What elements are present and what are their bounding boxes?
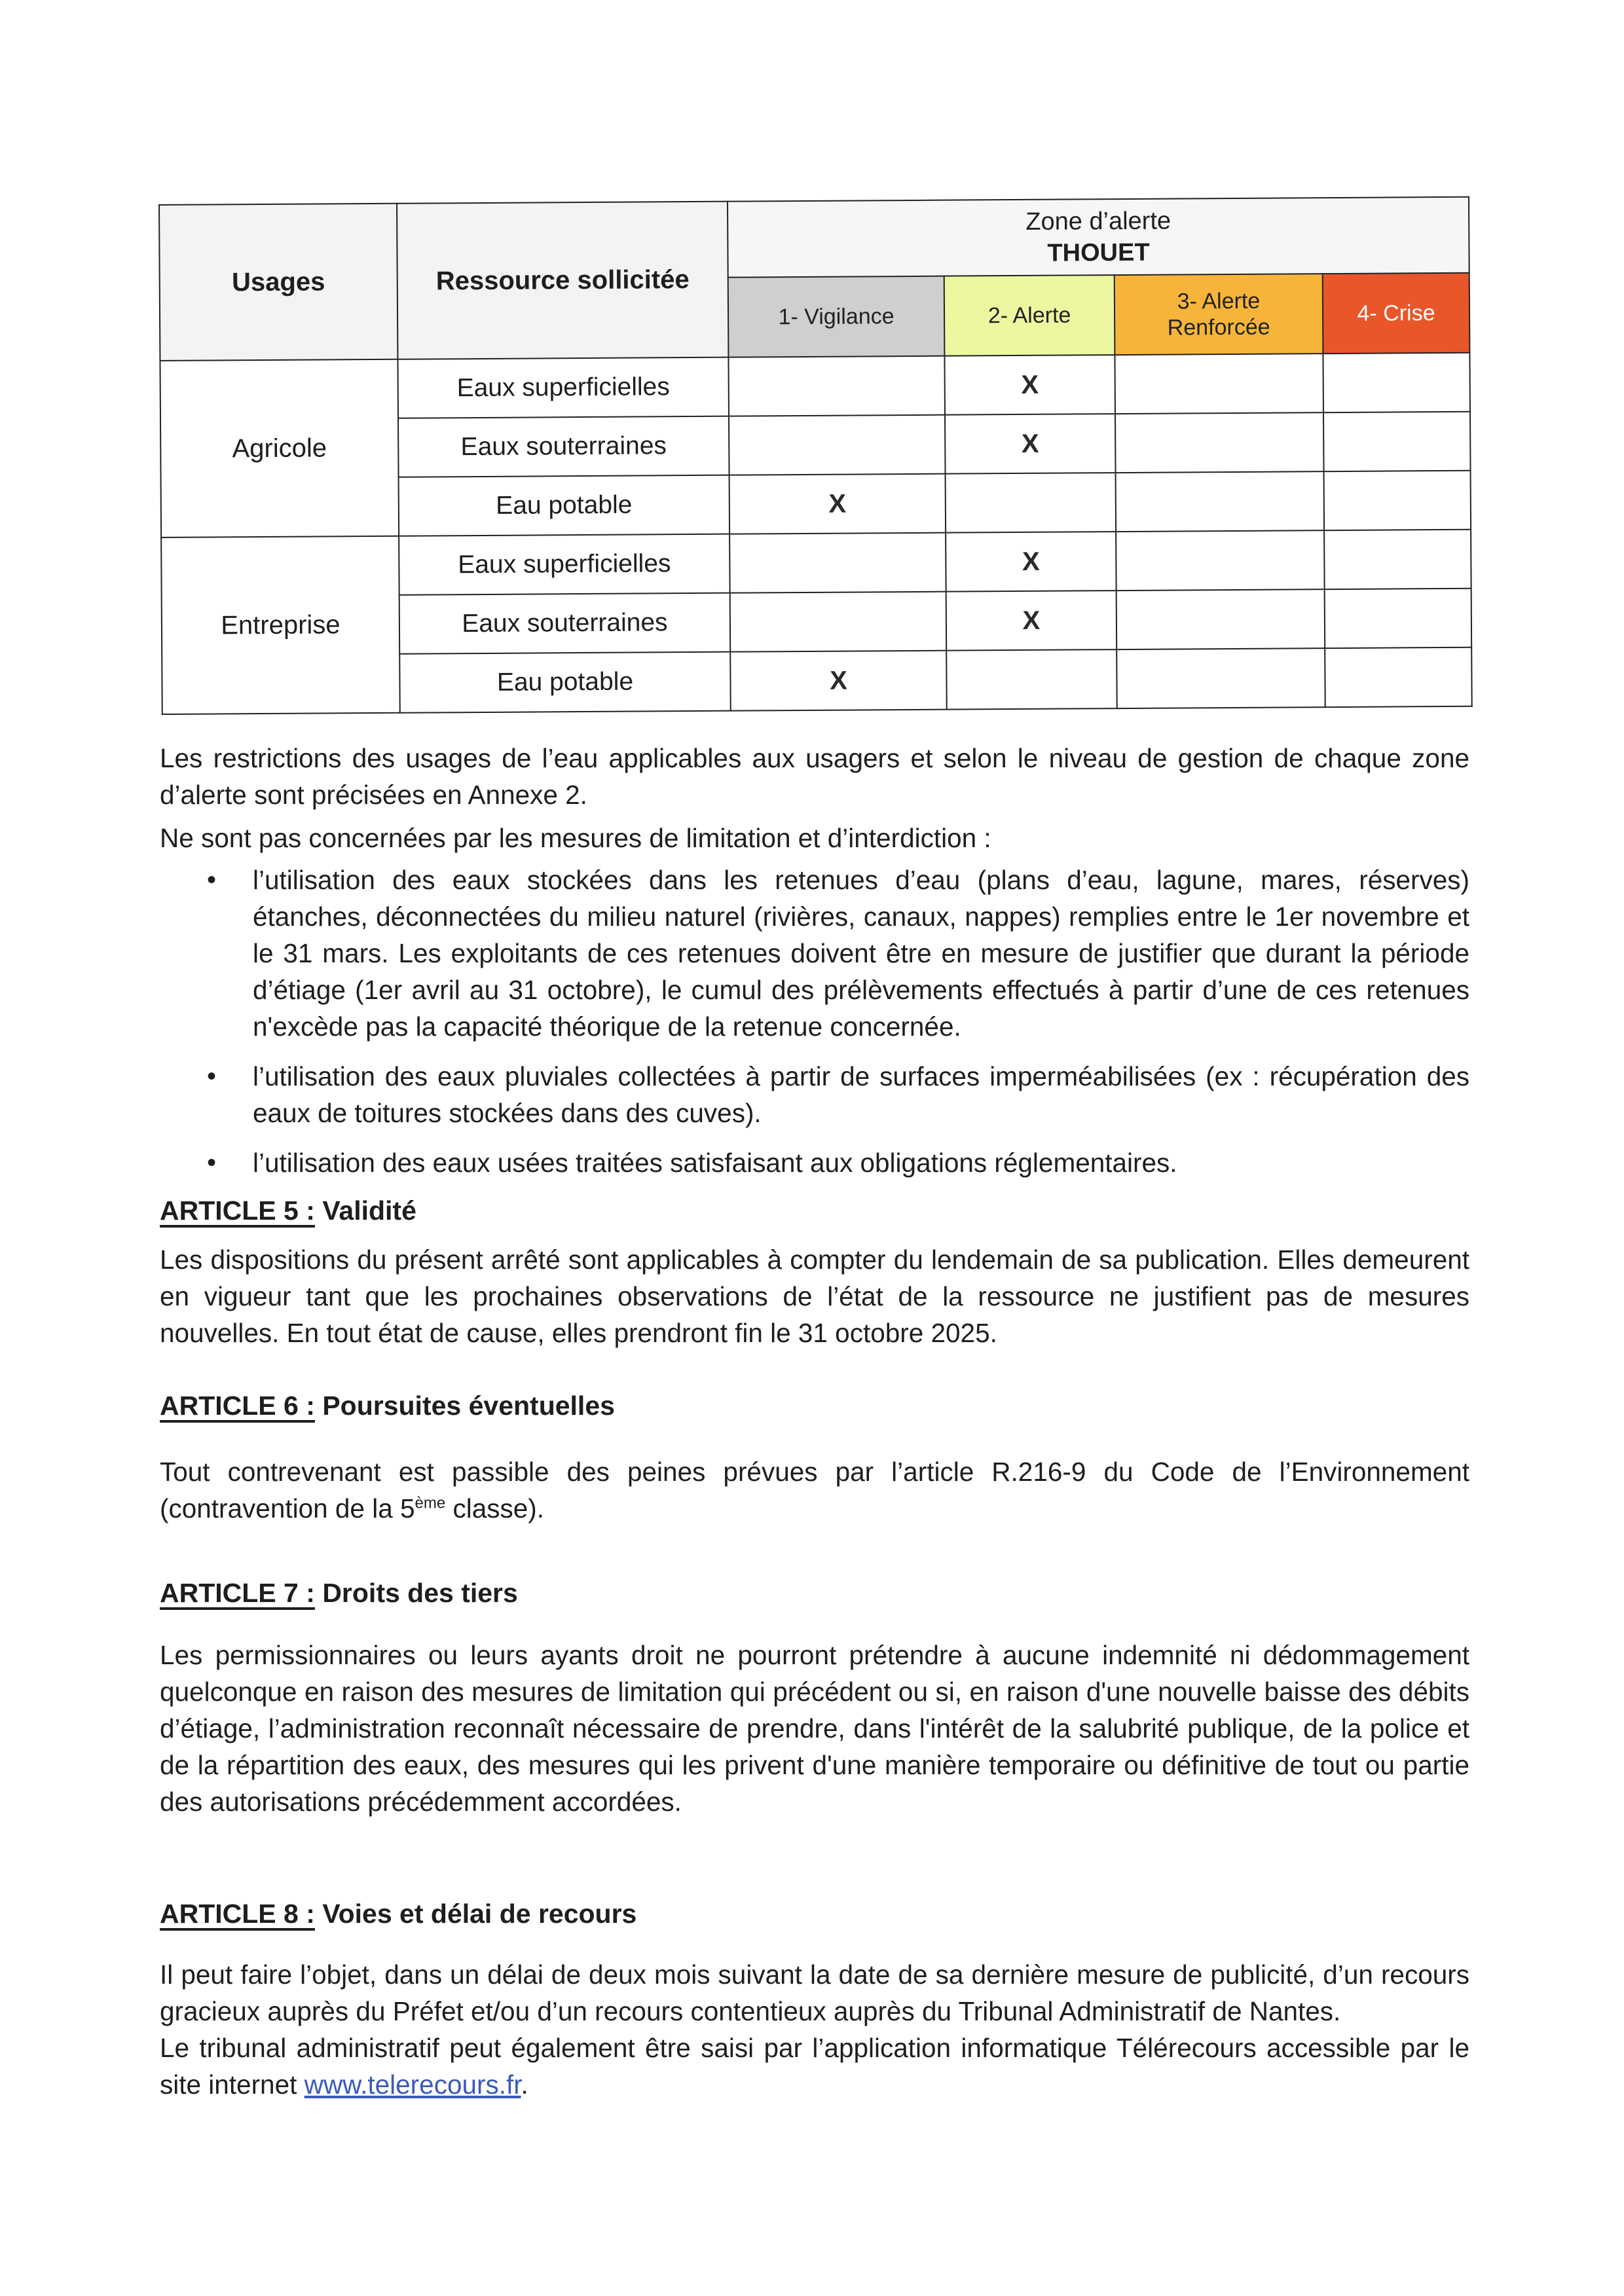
mark-cell xyxy=(1115,354,1323,414)
resource-cell: Eaux souterraines xyxy=(399,593,731,654)
list-item: • l’utilisation des eaux pluviales collectées à partir de surfaces imperméabilisées (ex : récupération des eaux de toitures stockées dans des cuves). xyxy=(160,1058,1469,1131)
mark-cell xyxy=(729,533,946,593)
resource-cell: Eau potable xyxy=(399,475,730,536)
bullet-icon: • xyxy=(207,1148,217,1177)
mark-cell: X xyxy=(730,651,947,711)
exemptions-list xyxy=(160,862,1469,1194)
mark-cell: X xyxy=(729,474,946,534)
mark-cell: X xyxy=(946,591,1117,651)
table-row xyxy=(161,530,1471,596)
level-crise: 4- Crise xyxy=(1323,273,1470,354)
article-5-heading: ARTICLE 5 : Validité xyxy=(160,1195,416,1226)
level-alerte: 2- Alerte xyxy=(944,275,1115,356)
mark-cell xyxy=(946,473,1116,533)
article-8-heading: ARTICLE 8 : Voies et délai de recours xyxy=(160,1899,637,1929)
resource-cell: Eaux superficielles xyxy=(399,534,730,595)
header-ressource: Ressource sollicitée xyxy=(397,202,728,359)
mark-cell xyxy=(730,592,947,652)
article-6-heading: ARTICLE 6 : Poursuites éventuelles xyxy=(160,1391,615,1421)
article-7-body: Les permissionnaires ou leurs ayants droit ne pourront prétendre à aucune indemnité ni dédommagement quelconque en raison des mesures de limitation qui précédent ou si, en raison d'une nouvelle baisse des débits d’étiage, l’administration reconnaît nécessaire de prendre, dans l'intérêt de la salubrité publique, de la police et de la répartition des eaux, des mesures qui les privent d'une manière temporaire ou définitive de tout ou partie des autorisations précédemment accordées. xyxy=(160,1640,1469,1817)
zone-label: Zone d’alerte xyxy=(1025,207,1172,236)
mark-cell: X xyxy=(944,355,1115,415)
level-alerte-renforcee: 3- Alerte Renforcée xyxy=(1115,274,1323,355)
mark-cell xyxy=(729,415,946,475)
resource-cell: Eaux superficielles xyxy=(397,357,729,418)
list-item: • l’utilisation des eaux usées traitées satisfaisant aux obligations réglementaires. xyxy=(160,1144,1469,1181)
mark-cell xyxy=(1116,648,1325,708)
mark-cell xyxy=(1324,530,1471,589)
table-row xyxy=(160,353,1470,420)
mark-cell xyxy=(1116,530,1325,591)
mark-cell xyxy=(1116,471,1325,532)
resource-cell: Eaux souterraines xyxy=(398,416,729,477)
article-8-body: Il peut faire l’objet, dans un délai de deux mois suivant la date de sa dernière mesure de publicité, d’un recours gracieux auprès du Préfet et/ou d’un recours contentieux auprès du Tribunal Administratif de Nantes. Le tribunal administratif peut également être saisi par l’application informatique Télérecours accessible par le site internet www.telerecours.fr. xyxy=(160,1959,1469,2100)
usage-entreprise: Entreprise xyxy=(161,536,400,714)
usage-agricole: Agricole xyxy=(160,359,399,538)
mark-cell xyxy=(1325,647,1472,707)
mark-cell: X xyxy=(945,414,1116,474)
zone-name: THOUET xyxy=(1047,238,1150,267)
telerecours-link[interactable]: www.telerecours.fr xyxy=(304,2069,521,2100)
list-item: • l’utilisation des eaux stockées dans les retenues d’eau (plans d’eau, lagune, mares, réserves) étanches, déconnectées du milieu naturel (rivières, canaux, nappes) remplies entre le 1er novembre et le 31 mars. Les exploitants de ces retenues doivent être en mesure de justifier que durant la période d’étiage (1er avril au 31 octobre), le cumul des prélèvements effectués à partir d’une de ces retenues n'excède pas la capacité théorique de la retenue concernée. xyxy=(160,862,1469,1045)
article-5-body: Les dispositions du présent arrêté sont applicables à compter du lendemain de sa publication. Elles demeurent en vigueur tant que les prochaines observations de l’état de la ressource ne justifient pas de mesures nouvelles. En tout état de cause, elles prendront fin le 31 octobre 2025. xyxy=(160,1245,1469,1348)
mark-cell xyxy=(728,356,945,416)
article-7-heading: ARTICLE 7 : Droits des tiers xyxy=(160,1578,518,1608)
bullet-icon: • xyxy=(207,866,217,894)
mark-cell xyxy=(1116,589,1325,649)
mark-cell xyxy=(1323,412,1471,471)
mark-cell xyxy=(1324,471,1471,530)
exemptions-intro: Ne sont pas concernées par les mesures de limitation et d’interdiction : xyxy=(160,823,991,853)
mark-cell xyxy=(1115,412,1324,473)
article-6-body: Tout contrevenant est passible des peines prévues par l’article R.216-9 du Code de l’Environnement (contravention de la 5ème classe). xyxy=(160,1457,1469,1523)
mark-cell xyxy=(1325,589,1472,648)
mark-cell: X xyxy=(946,532,1116,592)
alert-zone-table xyxy=(158,196,1473,715)
mark-cell xyxy=(1323,353,1470,412)
level-vigilance: 1- Vigilance xyxy=(728,276,945,357)
resource-cell: Eau potable xyxy=(399,652,731,713)
header-usages: Usages xyxy=(159,204,397,361)
bullet-icon: • xyxy=(207,1062,217,1091)
restrictions-paragraph: Les restrictions des usages de l’eau applicables aux usagers et selon le niveau de gestion de chaque zone d’alerte sont précisées en Annexe 2. xyxy=(160,743,1469,810)
mark-cell xyxy=(946,649,1117,710)
header-zone xyxy=(728,197,1469,278)
